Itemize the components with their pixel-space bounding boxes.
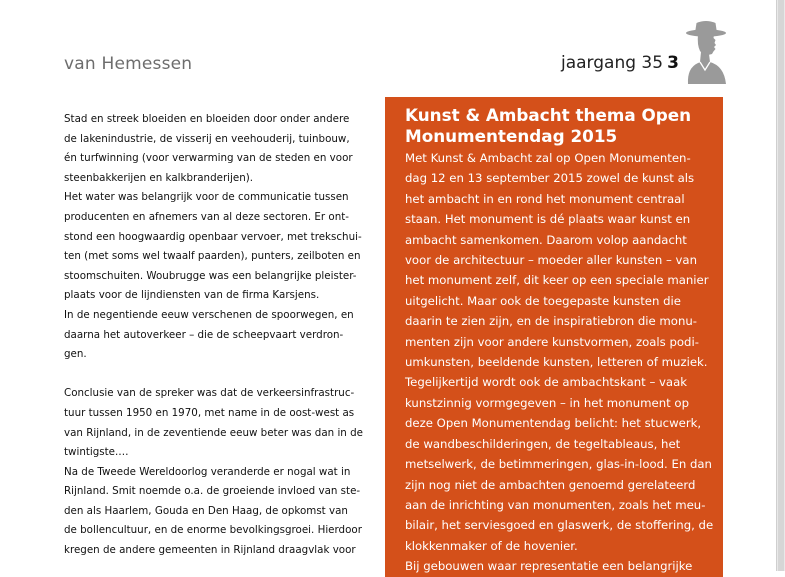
text-line: Rijnland. Smit noemde o.a. de groeiende invloed van ste- (64, 485, 361, 498)
body-line: klokkenmaker of de hovenier. (405, 538, 578, 553)
body-line: het monument zelf, dit keer op een speciale manier (405, 273, 709, 288)
body-line: bilair, het serviesgoed en glaswerk, de stoffering, de (405, 518, 714, 533)
running-header-issue (561, 53, 679, 73)
text-line: Stad en streek bloeiden en bloeiden door onder andere (64, 113, 350, 125)
sidebar-article-body (405, 148, 723, 577)
body-line: voor de architectuur – moeder aller kunsten – van (405, 253, 698, 268)
body-line: Met Kunst & Ambacht zal op Open Monumenten- (405, 151, 691, 165)
body-line: de wandbeschilderingen, de tegeltableaus, het (405, 436, 681, 451)
body-line: kunstzinnig vormgegeven – in het monument op (405, 395, 689, 410)
body-line: uitgelicht. Maar ook de toegepaste kunsten die (405, 293, 681, 308)
text-line: daarna het autoverkeer – die de scheepvaart verdron- (64, 328, 344, 341)
silhouette-with-hat-icon (684, 18, 728, 84)
body-line: dag 12 en 13 september 2015 zowel de kunst als (405, 171, 695, 186)
body-line: het ambacht in en rond het monument centraal (405, 191, 685, 206)
text-line: twintigste.… (64, 446, 129, 459)
text-line: den als Haarlem, Gouda en Den Haag, de opkomst van (64, 504, 348, 517)
sidebar-article-box (385, 97, 723, 577)
text-line: gen. (64, 348, 87, 361)
article-left-column (64, 110, 374, 561)
body-line: umkunsten, beeldende kunsten, letteren of muziek. (405, 355, 708, 370)
body-line: staan. Het monument is dé plaats waar kunst en (405, 212, 691, 227)
running-header-title: van Hemessen (64, 54, 193, 74)
text-line: kregen de andere gemeenten in Rijnland draagvlak voor (64, 544, 356, 557)
text-line: Conclusie van de spreker was dat de verkeersinfrastruc- (64, 387, 355, 400)
vertical-scrollbar[interactable] (776, 0, 785, 571)
text-line: Het water was belangrijk voor de communicatie tussen (64, 191, 349, 204)
paragraph-gap (64, 365, 374, 385)
text-line: In de negentiende eeuw verschenen de spoorwegen, en (64, 308, 354, 321)
body-line: Bij gebouwen waar representatie een belangrijke (405, 559, 693, 574)
sidebar-article-title (405, 105, 723, 147)
body-line: aan de inrichting van monumenten, zoals het meu- (405, 497, 706, 512)
title-line: Kunst & Ambacht thema Open (405, 105, 692, 125)
text-line: tuur tussen 1950 en 1970, met name in de oost-west as (64, 406, 355, 419)
text-line: plaats voor de lijndiensten van de firma Karsjens. (64, 289, 320, 302)
body-line: zijn nog niet de ambachten genoemd gerelateerd (405, 477, 696, 492)
body-line: Tegelijkertijd wordt ook de ambachtskant – vaak (405, 375, 688, 390)
body-line: deze Open Monumentendag belicht: het stucwerk, (405, 416, 702, 431)
text-line: van Rijnland, in de zeventiende eeuw beter was dan in de (64, 426, 363, 439)
text-line: de lakenindustrie, de visserij en veehouderij, tuinbouw, (64, 132, 350, 145)
text-line: stond een hoogwaardig openbaar vervoer, met trekschui- (64, 230, 362, 243)
text-line: producenten en afnemers van al deze sectoren. Er ont- (64, 210, 349, 223)
body-line: menten zijn voor andere kunstvormen, zoals podi- (405, 334, 699, 349)
body-line: metselwerk, de betimmeringen, glas-in-lood. En dan (405, 457, 712, 472)
title-line: Monumentendag 2015 (405, 126, 618, 146)
text-line: steenbakkerijen en kalkbranderijen). (64, 171, 254, 184)
issue-label: jaargang 35 (561, 53, 664, 73)
text-line: stoomschuiten. Woubrugge was een belangrijke pleister- (64, 269, 357, 282)
scrollbar-thumb[interactable] (778, 0, 784, 571)
text-line: ten (met soms wel twaalf paarden), punters, zeilboten en (64, 250, 361, 263)
page-number: 3 (667, 53, 679, 73)
body-line: daarin te zien zijn, en de inspiratiebron die monu- (405, 314, 697, 329)
text-line: Na de Tweede Wereldoorlog veranderde er nogal wat in (64, 465, 351, 478)
text-line: de bollencultuur, en de enorme bevolkingsgroei. Hierdoor (64, 524, 362, 537)
body-line: ambacht samenkomen. Daarom volop aandacht (405, 232, 687, 247)
text-line: én turfwinning (voor verwarming van de steden en voor (64, 152, 353, 165)
